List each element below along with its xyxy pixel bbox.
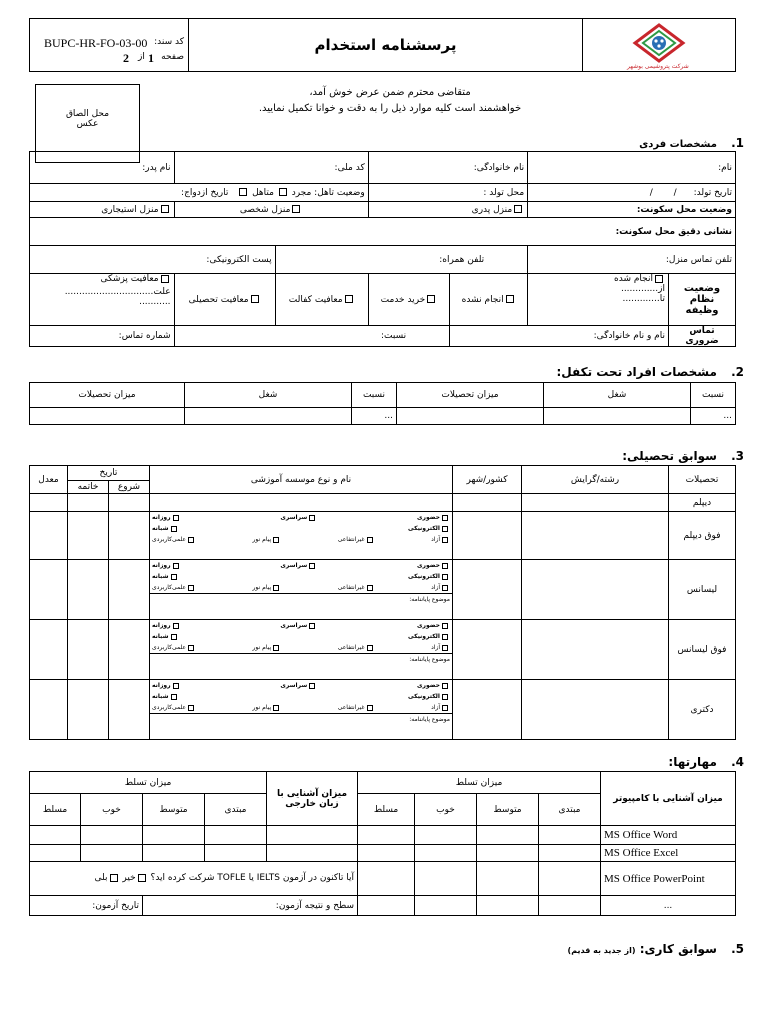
opt-pnu-label: پیام نور xyxy=(252,584,272,591)
institute-options-row-1 xyxy=(150,680,452,691)
skill-cell[interactable] xyxy=(205,845,267,862)
skill-cell[interactable] xyxy=(539,896,601,916)
option-checkbox[interactable] xyxy=(367,705,373,711)
section-4-number: 4. xyxy=(731,755,744,769)
dep-header-relation-2: نسبت xyxy=(352,383,397,408)
edu-level-associate: فوق دیپلم xyxy=(669,512,736,560)
skill-cell[interactable] xyxy=(143,845,205,862)
edu-cell[interactable] xyxy=(453,494,522,512)
dep-cell[interactable] xyxy=(397,408,544,425)
opt-applied-label: علمی‌کاربردی xyxy=(152,644,186,651)
birth-place-field[interactable] xyxy=(368,184,527,202)
edu-cell[interactable] xyxy=(30,620,68,680)
opt-applied-label: علمی‌کاربردی xyxy=(152,704,186,711)
edu-cell[interactable] xyxy=(109,620,150,680)
opt-night-label: شبانه xyxy=(152,693,169,700)
dep-header-edu-1: میزان تحصیلات xyxy=(397,383,544,408)
option-checkbox[interactable] xyxy=(442,515,448,521)
page-num: 1 xyxy=(148,51,154,65)
edu-level-master: فوق لیسانس xyxy=(669,620,736,680)
comp-level-expert: مسلط xyxy=(358,794,415,826)
emergency-name-field[interactable] xyxy=(450,326,669,347)
address-label: نشانی دقیق محل سکونت: xyxy=(615,226,732,237)
mil-done-option xyxy=(528,274,669,326)
skill-cell[interactable] xyxy=(539,845,601,862)
dep-cell[interactable]: ... xyxy=(691,408,736,425)
birth-place-label: محل تولد : xyxy=(483,187,525,198)
option-checkbox[interactable] xyxy=(273,705,279,711)
edu-header-institute: نام و نوع موسسه آموزشی xyxy=(150,466,453,494)
relation-field[interactable] xyxy=(174,326,450,347)
logo-caption: شرکت پتروشیمی بوشهر xyxy=(627,63,689,70)
edu-level-bachelor: لیسانس xyxy=(669,560,736,620)
marital-label: وضعیت تاهل: مجرد xyxy=(291,187,365,198)
option-checkbox[interactable] xyxy=(188,645,194,651)
res-parent-label: منزل پدری xyxy=(471,204,513,215)
res-own-label: منزل شخصی xyxy=(239,204,291,215)
edu-cell[interactable] xyxy=(30,512,68,560)
ielts-yes-label: بلی xyxy=(94,873,108,883)
skill-cell[interactable] xyxy=(539,826,601,845)
mil-reason-dots: ........... xyxy=(139,297,171,307)
skill-cell[interactable] xyxy=(358,826,415,845)
skill-cell[interactable] xyxy=(477,826,539,845)
edu-institute-cell xyxy=(150,680,453,740)
married-checkbox[interactable] xyxy=(239,188,247,196)
edu-header-country: کشور/شهر xyxy=(453,466,522,494)
opt-inperson-label: حضوری xyxy=(417,622,440,629)
institute-options-row-2 xyxy=(150,631,452,642)
marriage-date-label: تاریخ ازدواج: xyxy=(181,187,229,198)
opt-night-label: شبانه xyxy=(152,633,169,640)
edu-header-end: خاتمه xyxy=(68,481,109,494)
option-checkbox[interactable] xyxy=(273,645,279,651)
mobile-label: تلفن همراه: xyxy=(439,254,485,265)
home-phone-field[interactable] xyxy=(528,246,736,274)
education-table xyxy=(29,465,736,740)
mil-guardian-checkbox[interactable] xyxy=(345,295,353,303)
edu-level-phd: دکتری xyxy=(669,680,736,740)
edu-cell[interactable] xyxy=(68,680,109,740)
dep-header-edu-2: میزان تحصیلات xyxy=(30,383,185,408)
institute-options-row-1 xyxy=(150,512,452,523)
language-proficiency-header: میزان تسلط xyxy=(30,772,267,794)
mil-medical-option xyxy=(30,274,175,326)
opt-day-label: روزانه xyxy=(152,682,171,689)
edu-cell[interactable] xyxy=(150,494,453,512)
emergency-name-label: نام و نام خانوادگی: xyxy=(593,331,665,341)
edu-cell[interactable] xyxy=(109,512,150,560)
software-excel: MS Office Excel xyxy=(601,845,736,862)
option-checkbox[interactable] xyxy=(309,563,315,569)
mil-done-label: انجام شده xyxy=(614,274,653,284)
option-checkbox[interactable] xyxy=(442,563,448,569)
institute-options-row-1 xyxy=(150,560,452,571)
opt-day-label: روزانه xyxy=(152,514,171,521)
skill-cell[interactable] xyxy=(358,896,415,916)
option-checkbox[interactable] xyxy=(367,537,373,543)
edu-cell[interactable] xyxy=(453,680,522,740)
option-checkbox[interactable] xyxy=(442,537,448,543)
option-checkbox[interactable] xyxy=(188,705,194,711)
option-checkbox[interactable] xyxy=(188,585,194,591)
family-label: نام خانوادگی: xyxy=(473,162,525,173)
option-checkbox[interactable] xyxy=(173,623,179,629)
skills-table xyxy=(29,771,736,916)
res-rent-option[interactable] xyxy=(30,202,175,218)
institute-options-row-3 xyxy=(150,582,452,593)
res-parent-option[interactable] xyxy=(368,202,527,218)
skill-cell[interactable] xyxy=(30,845,81,862)
code-value: BUPC-HR-FO-03-00 xyxy=(44,36,148,50)
edu-level-diploma: دیپلم xyxy=(669,494,736,512)
edu-cell[interactable] xyxy=(30,680,68,740)
mil-notdone-option[interactable] xyxy=(450,274,528,326)
address-field[interactable] xyxy=(30,218,736,246)
form-title: پرسشنامه استخدام xyxy=(189,19,583,72)
option-checkbox[interactable] xyxy=(171,526,177,532)
home-phone-label: تلفن تماس منزل: xyxy=(665,254,732,265)
skill-cell[interactable] xyxy=(267,826,358,845)
option-checkbox[interactable] xyxy=(309,623,315,629)
comp-level-medium: متوسط xyxy=(477,794,539,826)
opt-day-label: روزانه xyxy=(152,562,171,569)
edu-cell[interactable] xyxy=(109,680,150,740)
institute-options-row-2 xyxy=(150,523,452,534)
mil-medical-checkbox[interactable] xyxy=(161,275,169,283)
opt-nonprofit-label: غیرانتفاعی xyxy=(337,536,365,543)
photo-label-2: عکس xyxy=(76,119,99,129)
edu-institute-cell xyxy=(150,512,453,560)
edu-cell[interactable] xyxy=(68,512,109,560)
skill-cell[interactable] xyxy=(477,845,539,862)
option-checkbox[interactable] xyxy=(273,585,279,591)
ielts-yes-checkbox[interactable] xyxy=(110,874,118,882)
option-checkbox[interactable] xyxy=(367,585,373,591)
option-checkbox[interactable] xyxy=(442,585,448,591)
exam-date-label: تاریخ آزمون: xyxy=(92,900,139,911)
opt-nonprofit-label: غیرانتفاعی xyxy=(337,704,365,711)
option-checkbox[interactable] xyxy=(442,705,448,711)
skill-cell[interactable] xyxy=(358,845,415,862)
opt-electronic-label: الکترونیکی xyxy=(408,693,440,700)
mil-edu-option[interactable] xyxy=(174,274,275,326)
computer-proficiency-header: میزان تسلط xyxy=(358,772,601,794)
email-field[interactable] xyxy=(30,246,276,274)
edu-cell[interactable] xyxy=(68,620,109,680)
option-checkbox[interactable] xyxy=(442,623,448,629)
page-label: صفحه xyxy=(161,52,184,62)
option-checkbox[interactable] xyxy=(173,563,179,569)
mil-edu-checkbox[interactable] xyxy=(251,295,259,303)
opt-day-label: روزانه xyxy=(152,622,171,629)
language-skill-header: میزان آشنایی با زبان خارجی xyxy=(267,772,358,826)
dep-header-job-1: شغل xyxy=(544,383,691,408)
skill-cell[interactable] xyxy=(415,845,477,862)
ielts-no-label: خیر xyxy=(122,873,136,883)
page-total: 2 xyxy=(123,51,129,65)
edu-header-field: رشته/گرایش xyxy=(522,466,669,494)
opt-national-label: سراسری xyxy=(280,682,308,689)
option-checkbox[interactable] xyxy=(442,683,448,689)
edu-cell[interactable] xyxy=(109,560,150,620)
skill-cell[interactable] xyxy=(415,896,477,916)
lang-level-beginner: مبتدی xyxy=(205,794,267,826)
comp-level-good: خوب xyxy=(415,794,477,826)
option-checkbox[interactable] xyxy=(442,526,448,532)
edu-cell[interactable] xyxy=(68,560,109,620)
option-checkbox[interactable] xyxy=(309,515,315,521)
computer-skill-header: میزان آشنایی با کامپیوتر xyxy=(601,772,736,826)
edu-cell[interactable] xyxy=(522,512,669,560)
single-checkbox[interactable] xyxy=(279,188,287,196)
mil-to-field[interactable]: تا............. xyxy=(622,294,665,304)
option-checkbox[interactable] xyxy=(171,574,177,580)
opt-night-label: شبانه xyxy=(152,573,169,580)
edu-institute-cell xyxy=(150,560,453,620)
edu-cell[interactable] xyxy=(30,494,68,512)
mil-notdone-label: انجام نشده xyxy=(461,294,504,305)
ielts-question-text: آیا تاکنون در آزمون IELTS یا TOFLE شرکت کرده اید؟ xyxy=(150,873,354,883)
opt-electronic-label: الکترونیکی xyxy=(408,633,440,640)
section-1-number: 1. xyxy=(731,136,744,150)
name-label: نام: xyxy=(718,162,732,173)
birth-date-slash-1: / xyxy=(673,187,677,198)
section-4-heading xyxy=(668,755,744,769)
skill-cell[interactable] xyxy=(143,826,205,845)
res-own-option[interactable] xyxy=(174,202,368,218)
section-5-heading xyxy=(568,942,744,956)
section-1-title: مشخصات فردی xyxy=(639,139,717,150)
relation-label: نسبت: xyxy=(381,331,407,341)
opt-pnu-label: پیام نور xyxy=(252,536,272,543)
personal-info-table xyxy=(29,151,736,347)
exam-level-label: سطح و نتیجه آزمون: xyxy=(275,900,354,911)
option-checkbox[interactable] xyxy=(171,694,177,700)
opt-inperson-label: حضوری xyxy=(417,514,440,521)
skill-cell[interactable] xyxy=(539,862,601,896)
mil-from-field[interactable]: از............. xyxy=(620,284,665,294)
res-rent-checkbox[interactable] xyxy=(161,205,169,213)
institute-options-row-3 xyxy=(150,702,452,713)
option-checkbox[interactable] xyxy=(367,645,373,651)
dep-cell[interactable]: ... xyxy=(352,408,397,425)
edu-institute-cell xyxy=(150,620,453,680)
dep-cell[interactable] xyxy=(185,408,352,425)
mil-bought-label: خرید خدمت xyxy=(380,294,426,305)
thesis-field[interactable]: موضوع پایاننامه: xyxy=(150,653,452,665)
opt-applied-label: علمی‌کاربردی xyxy=(152,584,186,591)
dep-header-job-2: شغل xyxy=(185,383,352,408)
opt-nonprofit-label: غیرانتفاعی xyxy=(337,584,365,591)
thesis-field[interactable]: موضوع پایاننامه: xyxy=(150,713,452,725)
edu-cell[interactable] xyxy=(453,620,522,680)
intro-line-2: خواهشمند است کلیه موارد ذیل را به دقت و خوانا تکمیل نمایید. xyxy=(258,103,522,114)
skill-cell[interactable] xyxy=(81,845,143,862)
opt-applied-label: علمی‌کاربردی xyxy=(152,536,186,543)
institute-options-row-2 xyxy=(150,691,452,702)
thesis-field[interactable]: موضوع پایاننامه: xyxy=(150,593,452,605)
skill-cell[interactable] xyxy=(205,826,267,845)
ielts-no-checkbox[interactable] xyxy=(138,874,146,882)
dep-header-relation-1: نسبت xyxy=(691,383,736,408)
institute-options-row-3 xyxy=(150,534,452,545)
skill-cell[interactable] xyxy=(358,862,415,896)
skill-cell[interactable] xyxy=(267,845,358,862)
marital-field xyxy=(30,184,369,202)
edu-cell[interactable] xyxy=(522,560,669,620)
intro-line-1: متقاضی محترم ضمن عرض خوش آمد، xyxy=(309,87,471,98)
national-code-label: کد ملی: xyxy=(334,162,365,173)
birth-date-slash-2: / xyxy=(649,187,653,198)
lang-level-medium: متوسط xyxy=(143,794,205,826)
dep-cell[interactable] xyxy=(544,408,691,425)
email-label: پست الکترونیکی: xyxy=(206,254,272,265)
section-2-title: مشخصات افراد تحت تکفل: xyxy=(556,365,717,379)
edu-cell[interactable] xyxy=(522,494,669,512)
skill-cell[interactable] xyxy=(30,826,81,845)
mil-guardian-label: معافیت کفالت xyxy=(288,294,343,305)
birth-date-label: تاریخ تولد: xyxy=(693,187,732,198)
res-own-checkbox[interactable] xyxy=(292,205,300,213)
mil-guardian-option[interactable] xyxy=(275,274,368,326)
institute-options-row-2 xyxy=(150,571,452,582)
opt-free-label: آزاد xyxy=(431,584,440,591)
section-3-heading xyxy=(622,449,744,463)
skill-cell[interactable] xyxy=(415,862,477,896)
edu-header-gpa: معدل xyxy=(30,466,68,494)
opt-pnu-label: پیام نور xyxy=(252,704,272,711)
edu-cell[interactable] xyxy=(522,620,669,680)
option-checkbox[interactable] xyxy=(173,515,179,521)
ielts-question xyxy=(30,862,358,896)
edu-cell[interactable] xyxy=(68,494,109,512)
dependents-table xyxy=(29,382,736,425)
option-checkbox[interactable] xyxy=(171,634,177,640)
skill-cell[interactable] xyxy=(477,896,539,916)
software-word: MS Office Word xyxy=(601,826,736,845)
company-logo xyxy=(631,23,687,63)
comp-level-beginner: مبتدی xyxy=(539,794,601,826)
dep-cell[interactable] xyxy=(30,408,185,425)
military-title: وضعیت نظام وظیفه xyxy=(669,274,736,326)
opt-national-label: سراسری xyxy=(280,514,308,521)
opt-free-label: آزاد xyxy=(431,644,440,651)
mil-bought-checkbox[interactable] xyxy=(427,295,435,303)
residence-label: وضعیت محل سکونت: xyxy=(528,202,736,218)
family-field[interactable] xyxy=(368,152,527,184)
emergency-label: تماس ضروری xyxy=(669,326,736,347)
mil-medical-label: معافیت پزشکی xyxy=(100,274,159,284)
opt-national-label: سراسری xyxy=(280,562,308,569)
mobile-field[interactable] xyxy=(275,246,528,274)
opt-pnu-label: پیام نور xyxy=(252,644,272,651)
opt-nonprofit-label: غیرانتفاعی xyxy=(337,644,365,651)
opt-inperson-label: حضوری xyxy=(417,682,440,689)
section-5-subtitle: (از جدید به قدیم) xyxy=(567,946,636,955)
institute-options-row-1 xyxy=(150,620,452,631)
exam-date-field[interactable] xyxy=(30,896,143,916)
option-checkbox[interactable] xyxy=(309,683,315,689)
opt-free-label: آزاد xyxy=(431,704,440,711)
edu-cell[interactable] xyxy=(453,560,522,620)
edu-cell[interactable] xyxy=(109,494,150,512)
name-field[interactable] xyxy=(528,152,736,184)
lang-level-expert: مسلط xyxy=(30,794,81,826)
option-checkbox[interactable] xyxy=(442,634,448,640)
skill-cell[interactable] xyxy=(477,862,539,896)
father-name-label: نام پدر: xyxy=(142,162,171,173)
institute-options-row-3 xyxy=(150,642,452,653)
res-rent-label: منزل استیجاری xyxy=(101,204,159,215)
father-name-field[interactable] xyxy=(30,152,175,184)
skill-cell[interactable] xyxy=(81,826,143,845)
edu-header-date: تاریخ xyxy=(68,466,150,481)
birth-date-field[interactable] xyxy=(528,184,736,202)
opt-night-label: شبانه xyxy=(152,525,169,532)
doc-code-cell xyxy=(30,19,189,72)
national-code-field[interactable] xyxy=(174,152,368,184)
section-2-number: 2. xyxy=(731,365,744,379)
section-5-number: 5. xyxy=(731,942,744,956)
software-powerpoint: MS Office PowerPoint xyxy=(601,862,736,896)
mil-edu-label: معافیت تحصیلی xyxy=(188,294,249,305)
option-checkbox[interactable] xyxy=(442,645,448,651)
mil-bought-option[interactable] xyxy=(368,274,449,326)
opt-national-label: سراسری xyxy=(280,622,308,629)
phone-no-field[interactable] xyxy=(30,326,175,347)
res-parent-checkbox[interactable] xyxy=(514,205,522,213)
option-checkbox[interactable] xyxy=(273,537,279,543)
page-of: از xyxy=(138,52,145,62)
section-5-title: سوابق کاری: xyxy=(639,942,717,956)
opt-inperson-label: حضوری xyxy=(417,562,440,569)
option-checkbox[interactable] xyxy=(173,683,179,689)
edu-cell[interactable] xyxy=(453,512,522,560)
mil-done-checkbox[interactable] xyxy=(655,275,663,283)
section-1-heading xyxy=(639,136,744,150)
married-label: متاهل xyxy=(252,187,274,198)
opt-electronic-label: الکترونیکی xyxy=(408,525,440,532)
software-other[interactable]: ... xyxy=(601,896,736,916)
edu-header-level: تحصیلات xyxy=(669,466,736,494)
phone-no-label: شماره تماس: xyxy=(118,331,171,341)
option-checkbox[interactable] xyxy=(442,574,448,580)
exam-level-field[interactable] xyxy=(143,896,358,916)
opt-electronic-label: الکترونیکی xyxy=(408,573,440,580)
skill-cell[interactable] xyxy=(415,826,477,845)
option-checkbox[interactable] xyxy=(442,694,448,700)
mil-notdone-checkbox[interactable] xyxy=(506,295,514,303)
mil-reason-field[interactable]: علت............................... xyxy=(64,287,171,297)
option-checkbox[interactable] xyxy=(188,537,194,543)
edu-header-start: شروع xyxy=(109,481,150,494)
edu-cell[interactable] xyxy=(522,680,669,740)
section-2-heading xyxy=(556,365,744,379)
lang-level-good: خوب xyxy=(81,794,143,826)
edu-cell[interactable] xyxy=(30,560,68,620)
section-3-number: 3. xyxy=(731,449,744,463)
header-table xyxy=(29,18,736,72)
logo-cell xyxy=(583,19,736,72)
photo-label-1: محل الصاق xyxy=(65,109,110,119)
code-label: کد سند: xyxy=(154,37,184,47)
opt-free-label: آزاد xyxy=(431,536,440,543)
section-4-title: مهارتها: xyxy=(668,755,717,769)
section-3-title: سوابق تحصیلی: xyxy=(622,449,717,463)
